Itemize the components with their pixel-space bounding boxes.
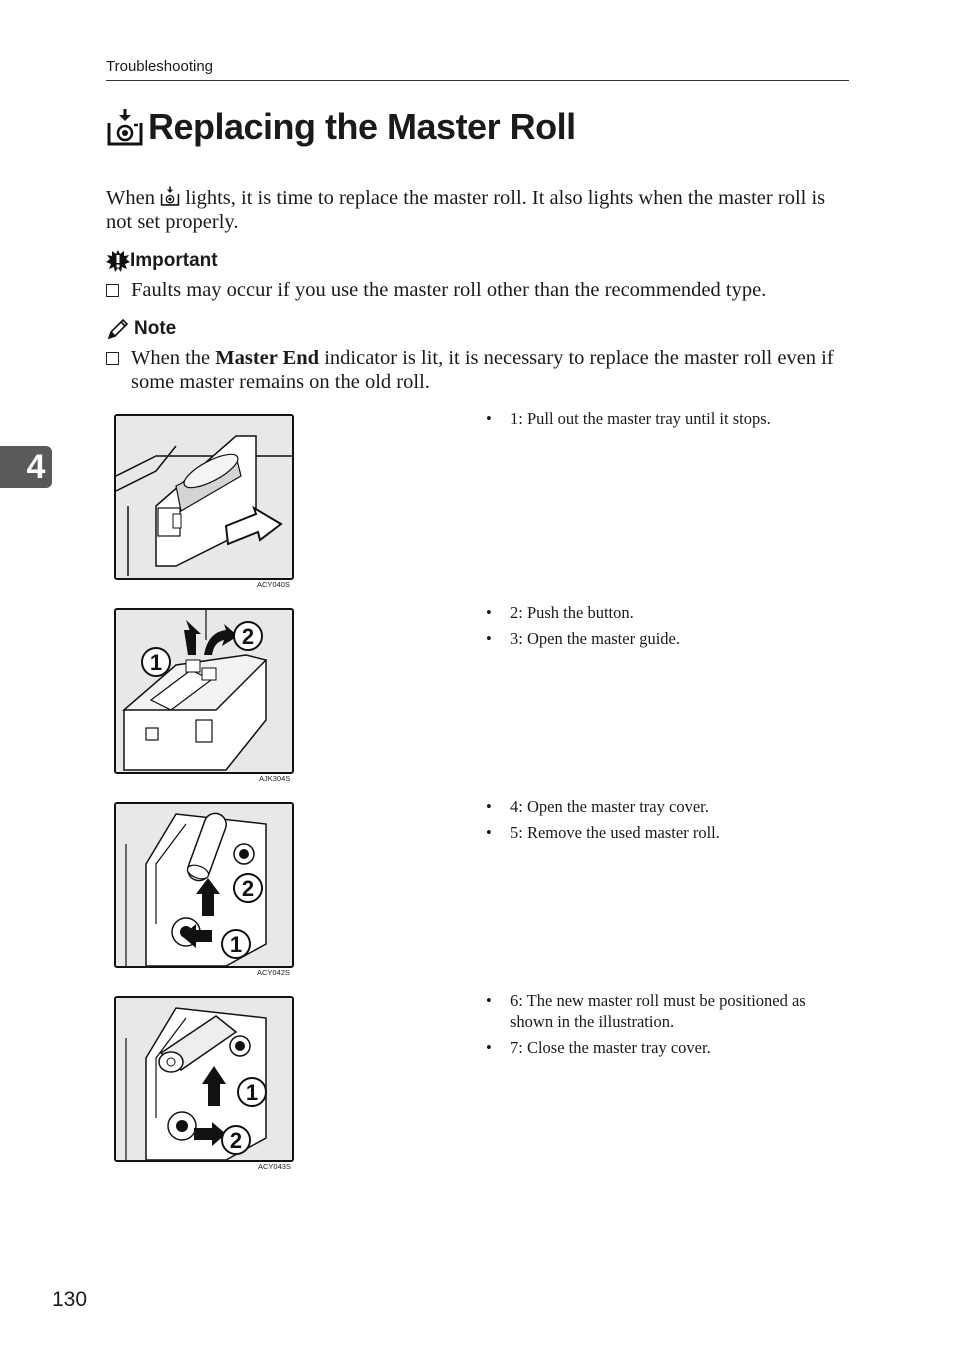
- checkbox-bullet: [106, 352, 119, 365]
- callout-number: 2: [241, 876, 255, 901]
- note-item: [106, 346, 854, 394]
- running-header: [106, 58, 849, 81]
- master-roll-icon: [106, 107, 144, 147]
- callout-number: 1: [245, 1080, 259, 1105]
- master-roll-inline-icon: [160, 185, 180, 207]
- figure-code: AJK304S: [259, 774, 291, 783]
- important-heading: [106, 249, 218, 273]
- step-list: [486, 796, 850, 848]
- figure-open-master-guide: [114, 608, 294, 774]
- step-item: • 3: Open the master guide.: [486, 628, 850, 649]
- note-text-bold: Master End: [215, 347, 320, 369]
- figure-pull-out-tray: [114, 414, 294, 580]
- important-item-text: Faults may occur if you use the master roll other than the recommended type.: [131, 279, 767, 301]
- intro-paragraph: [106, 185, 854, 234]
- intro-text-before: When: [106, 187, 161, 209]
- important-label: Important: [130, 250, 218, 271]
- note-text-before: When the: [131, 347, 216, 369]
- figure-remove-used-roll: [114, 802, 294, 968]
- callout-number: 1: [149, 650, 163, 675]
- step-list: [486, 990, 850, 1063]
- callout-number: 2: [241, 624, 255, 649]
- figure-code: ACY043S: [258, 1162, 291, 1171]
- callout-number: 2: [229, 1128, 243, 1153]
- step-list: [486, 408, 850, 434]
- important-icon: [106, 249, 130, 273]
- step-item: • 4: Open the master tray cover.: [486, 796, 850, 817]
- note-item-text: [131, 346, 854, 394]
- step-item: • 2: Push the button.: [486, 602, 850, 623]
- intro-text-after: lights, it is time to replace the master roll. It also lights when the master roll is not set properly.: [106, 187, 826, 233]
- step-item: • 7: Close the master tray cover.: [486, 1037, 850, 1058]
- note-text-after: indicator is lit, it is necessary to replace the master roll even if some master remains on the old roll.: [131, 347, 834, 393]
- figure-code: ACY040S: [257, 580, 290, 589]
- note-label: Note: [134, 318, 177, 339]
- callout-number: 1: [229, 932, 243, 957]
- figure-code: ACY042S: [257, 968, 290, 977]
- important-item: [106, 278, 854, 302]
- page-number: 130: [52, 1288, 88, 1311]
- page-title: [106, 106, 576, 148]
- pencil-icon: [106, 317, 130, 341]
- figure-position-new-roll: [114, 996, 294, 1162]
- step-list: [486, 602, 850, 654]
- step-item: • 6: The new master roll must be positioned as shown in the illustration.: [486, 990, 850, 1032]
- chapter-tab: [0, 446, 52, 488]
- header-section: Troubleshooting: [106, 58, 214, 75]
- note-heading: [106, 317, 176, 341]
- step-item: • 5: Remove the used master roll.: [486, 822, 850, 843]
- chapter-number: 4: [26, 447, 46, 486]
- page-title-text: Replacing the Master Roll: [148, 106, 576, 147]
- step-item: • 1: Pull out the master tray until it stops.: [486, 408, 850, 429]
- checkbox-bullet: [106, 284, 119, 297]
